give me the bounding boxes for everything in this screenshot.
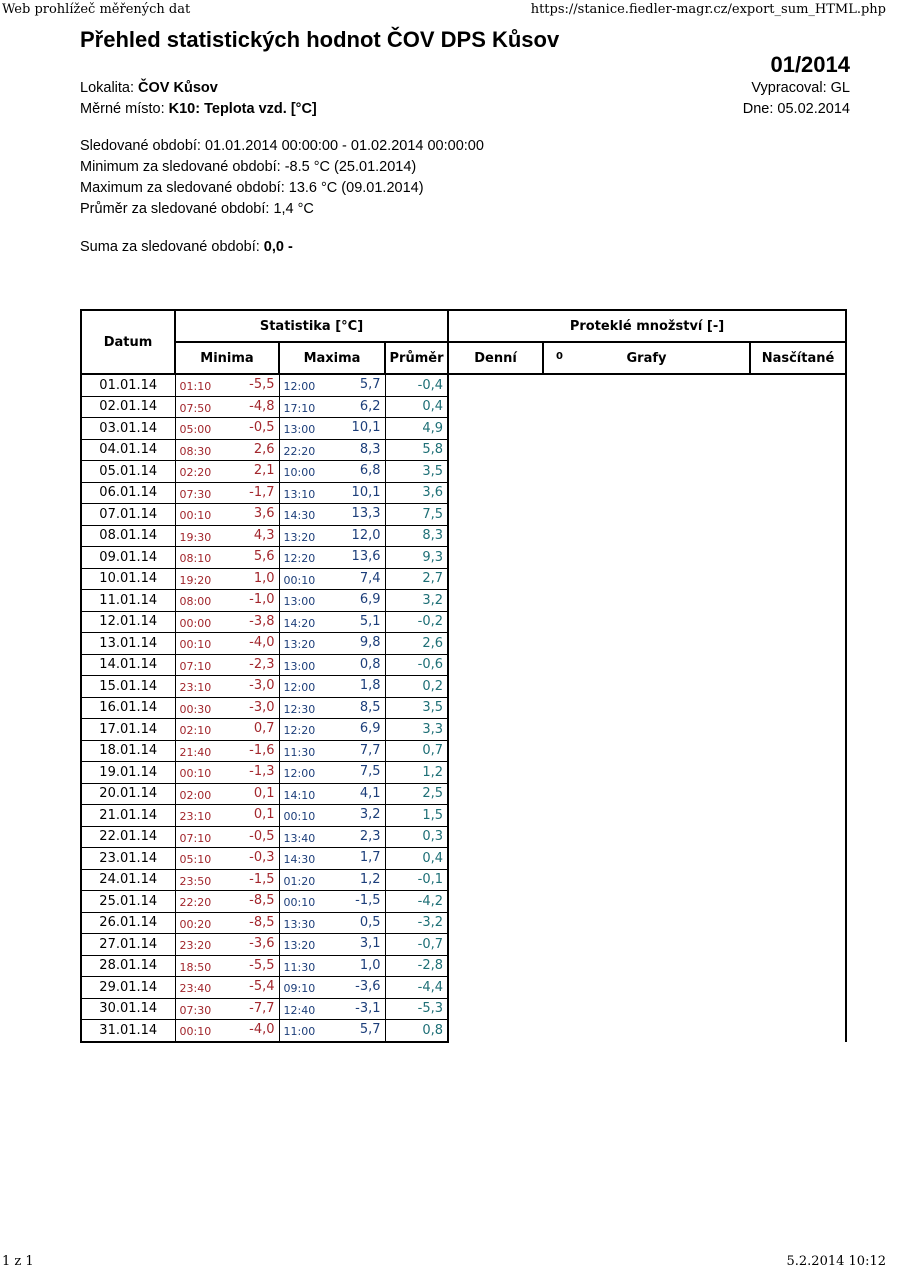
- row-minimum: [175, 762, 279, 784]
- row-min-value: -1,6: [249, 742, 275, 758]
- row-min-time: 23:20: [179, 939, 212, 953]
- row-max-time: 10:00: [283, 466, 316, 480]
- row-max-value: 10,1: [351, 420, 381, 436]
- row-min-time: 05:10: [179, 853, 212, 867]
- row-min-time: 07:50: [179, 401, 212, 415]
- row-minimum: [175, 482, 279, 504]
- row-minimum: [175, 697, 279, 719]
- header-denni: Denní: [448, 342, 543, 374]
- row-average: -2,8: [385, 955, 448, 977]
- row-min-value: 2,1: [253, 463, 275, 479]
- print-header-left: Web prohlížeč měřených dat: [2, 2, 191, 17]
- flow-empty-area: [448, 374, 750, 1042]
- header-grafy-label: Grafy: [626, 350, 667, 366]
- row-date: 29.01.14: [81, 977, 175, 999]
- period-maximum: Maximum za sledované období: 13.6 °C (09.01.2014): [80, 180, 424, 196]
- row-max-time: 09:10: [283, 982, 316, 996]
- row-minimum: [175, 783, 279, 805]
- row-max-time: 12:00: [283, 767, 316, 781]
- row-min-value: 0,1: [253, 807, 275, 823]
- row-min-time: 07:10: [179, 659, 212, 673]
- row-maximum: [279, 525, 385, 547]
- row-date: 02.01.14: [81, 396, 175, 418]
- row-min-value: 0,1: [253, 785, 275, 801]
- row-min-time: 00:20: [179, 917, 212, 931]
- row-max-value: -1,5: [355, 893, 381, 909]
- header-zero: 0: [556, 351, 563, 362]
- row-average: 0,4: [385, 848, 448, 870]
- row-average: 2,6: [385, 633, 448, 655]
- row-min-value: -1,0: [249, 592, 275, 608]
- row-date: 30.01.14: [81, 998, 175, 1020]
- row-date: 07.01.14: [81, 504, 175, 526]
- row-min-time: 23:10: [179, 681, 212, 695]
- row-min-value: -3,6: [249, 936, 275, 952]
- row-min-time: 07:30: [179, 487, 212, 501]
- row-max-time: 12:30: [283, 702, 316, 716]
- row-max-time: 14:30: [283, 509, 316, 523]
- row-min-time: 00:10: [179, 1025, 212, 1039]
- row-min-time: 19:30: [179, 530, 212, 544]
- row-minimum: [175, 374, 279, 396]
- row-max-time: 11:00: [283, 1025, 316, 1039]
- row-maximum: [279, 633, 385, 655]
- row-maximum: [279, 1020, 385, 1042]
- row-max-time: 00:10: [283, 810, 316, 824]
- row-max-value: 13,3: [351, 506, 381, 522]
- row-min-value: -0,5: [249, 828, 275, 844]
- row-min-value: -1,7: [249, 484, 275, 500]
- row-date: 31.01.14: [81, 1020, 175, 1042]
- row-max-value: 3,1: [359, 936, 381, 952]
- row-min-time: 18:50: [179, 960, 212, 974]
- row-average: 0,2: [385, 676, 448, 698]
- row-max-time: 01:20: [283, 874, 316, 888]
- row-date: 06.01.14: [81, 482, 175, 504]
- row-min-time: 21:40: [179, 745, 212, 759]
- row-max-value: 13,6: [351, 549, 381, 565]
- row-average: -5,3: [385, 998, 448, 1020]
- statistics-table: [80, 309, 847, 1043]
- row-minimum: [175, 654, 279, 676]
- period-average: Průměr za sledované období: 1,4 °C: [80, 201, 314, 217]
- row-minimum: [175, 848, 279, 870]
- row-min-value: -0,3: [249, 850, 275, 866]
- header-grafy: [543, 342, 750, 374]
- row-max-value: -3,6: [355, 979, 381, 995]
- row-min-time: 02:00: [179, 788, 212, 802]
- row-min-value: -0,5: [249, 420, 275, 436]
- row-max-time: 13:00: [283, 659, 316, 673]
- row-average: 3,2: [385, 590, 448, 612]
- row-maximum: [279, 697, 385, 719]
- row-average: 7,5: [385, 504, 448, 526]
- row-min-value: -5,5: [249, 377, 275, 393]
- row-max-value: 7,7: [359, 742, 381, 758]
- header-minima: Minima: [175, 342, 279, 374]
- row-date: 01.01.14: [81, 374, 175, 396]
- row-max-value: 4,1: [359, 785, 381, 801]
- period-minimum: Minimum za sledované období: -8.5 °C (25.01.2014): [80, 159, 417, 175]
- row-min-time: 19:20: [179, 573, 212, 587]
- row-min-value: -5,4: [249, 979, 275, 995]
- row-date: 09.01.14: [81, 547, 175, 569]
- row-date: 19.01.14: [81, 762, 175, 784]
- row-min-value: -1,5: [249, 871, 275, 887]
- row-date: 21.01.14: [81, 805, 175, 827]
- row-min-time: 08:00: [179, 595, 212, 609]
- row-min-value: -2,3: [249, 656, 275, 672]
- row-minimum: [175, 568, 279, 590]
- row-minimum: [175, 611, 279, 633]
- observed-period: Sledované období: 01.01.2014 00:00:00 - 01.02.2014 00:00:00: [80, 138, 484, 154]
- row-min-value: -1,3: [249, 764, 275, 780]
- row-date: 26.01.14: [81, 912, 175, 934]
- period-sum: [80, 239, 852, 255]
- row-min-time: 00:30: [179, 702, 212, 716]
- header-datum: Datum: [81, 310, 175, 374]
- row-date: 28.01.14: [81, 955, 175, 977]
- row-min-time: 02:10: [179, 724, 212, 738]
- row-min-value: -3,0: [249, 699, 275, 715]
- row-maximum: [279, 482, 385, 504]
- report-date: Dne: 05.02.2014: [742, 101, 850, 117]
- row-maximum: [279, 547, 385, 569]
- row-date: 12.01.14: [81, 611, 175, 633]
- row-date: 05.01.14: [81, 461, 175, 483]
- row-average: 3,3: [385, 719, 448, 741]
- row-min-time: 23:10: [179, 810, 212, 824]
- row-minimum: [175, 633, 279, 655]
- row-max-time: 14:30: [283, 853, 316, 867]
- row-minimum: [175, 912, 279, 934]
- row-maximum: [279, 891, 385, 913]
- row-min-time: 08:30: [179, 444, 212, 458]
- row-maximum: [279, 934, 385, 956]
- report-header: [80, 26, 852, 255]
- row-max-time: 13:40: [283, 831, 316, 845]
- row-min-value: 2,6: [253, 441, 275, 457]
- row-max-time: 22:20: [283, 444, 316, 458]
- row-min-value: 4,3: [253, 527, 275, 543]
- row-maximum: [279, 955, 385, 977]
- row-minimum: [175, 869, 279, 891]
- row-max-time: 13:20: [283, 530, 316, 544]
- row-min-value: -4,0: [249, 635, 275, 651]
- row-average: -0,1: [385, 869, 448, 891]
- row-min-value: 1,0: [253, 570, 275, 586]
- row-max-value: 10,1: [351, 484, 381, 500]
- row-min-time: 00:10: [179, 767, 212, 781]
- row-maximum: [279, 568, 385, 590]
- header-prumer: Průměr: [385, 342, 448, 374]
- row-maximum: [279, 826, 385, 848]
- row-average: 1,2: [385, 762, 448, 784]
- row-date: 16.01.14: [81, 697, 175, 719]
- row-minimum: [175, 676, 279, 698]
- row-min-time: 08:10: [179, 552, 212, 566]
- row-date: 22.01.14: [81, 826, 175, 848]
- place-label: Měrné místo:: [80, 101, 169, 117]
- row-average: -0,4: [385, 374, 448, 396]
- row-max-value: 7,4: [359, 570, 381, 586]
- row-max-time: 14:10: [283, 788, 316, 802]
- row-min-time: 00:10: [179, 638, 212, 652]
- processed-by: Vypracoval: GL: [751, 80, 850, 96]
- row-min-time: 23:40: [179, 982, 212, 996]
- row-min-time: 23:50: [179, 874, 212, 888]
- header-statistika: Statistika [°C]: [175, 310, 448, 342]
- row-minimum: [175, 891, 279, 913]
- row-max-time: 13:10: [283, 487, 316, 501]
- row-max-value: 9,8: [359, 635, 381, 651]
- row-max-value: 1,2: [359, 871, 381, 887]
- row-max-value: 5,1: [359, 613, 381, 629]
- row-average: 3,5: [385, 697, 448, 719]
- locality-label: Lokalita:: [80, 80, 139, 96]
- print-footer-page: 1 z 1: [2, 1254, 34, 1269]
- row-maximum: [279, 869, 385, 891]
- row-max-time: 13:20: [283, 638, 316, 652]
- row-minimum: [175, 547, 279, 569]
- flow-empty-area-right: [750, 374, 846, 1042]
- row-average: 8,3: [385, 525, 448, 547]
- row-maximum: [279, 977, 385, 999]
- row-date: 15.01.14: [81, 676, 175, 698]
- row-date: 25.01.14: [81, 891, 175, 913]
- row-date: 20.01.14: [81, 783, 175, 805]
- row-max-value: 7,5: [359, 764, 381, 780]
- row-max-time: 17:10: [283, 401, 316, 415]
- print-header-url: https://stanice.fiedler-magr.cz/export_sum_HTML.php: [530, 2, 886, 17]
- row-date: 17.01.14: [81, 719, 175, 741]
- row-max-value: 5,7: [359, 377, 381, 393]
- row-date: 13.01.14: [81, 633, 175, 655]
- row-min-value: -4,8: [249, 398, 275, 414]
- row-average: -4,2: [385, 891, 448, 913]
- row-maximum: [279, 504, 385, 526]
- row-average: 0,3: [385, 826, 448, 848]
- row-minimum: [175, 934, 279, 956]
- header-maxima: Maxima: [279, 342, 385, 374]
- row-average: 9,3: [385, 547, 448, 569]
- row-max-time: 12:20: [283, 552, 316, 566]
- row-min-time: 07:10: [179, 831, 212, 845]
- row-maximum: [279, 998, 385, 1020]
- row-max-value: 0,5: [359, 914, 381, 930]
- row-date: 14.01.14: [81, 654, 175, 676]
- row-min-value: -4,0: [249, 1022, 275, 1038]
- row-date: 10.01.14: [81, 568, 175, 590]
- print-footer-timestamp: 5.2.2014 10:12: [786, 1254, 886, 1269]
- row-maximum: [279, 783, 385, 805]
- row-average: 5,8: [385, 439, 448, 461]
- report-title: Přehled statistických hodnot ČOV DPS Kůsov: [80, 27, 560, 52]
- row-average: 3,5: [385, 461, 448, 483]
- row-max-time: 12:40: [283, 1003, 316, 1017]
- row-min-time: 00:10: [179, 509, 212, 523]
- row-min-value: 3,6: [253, 506, 275, 522]
- sum-label: Suma za sledované období:: [80, 239, 264, 255]
- row-max-time: 00:10: [283, 573, 316, 587]
- row-average: 0,8: [385, 1020, 448, 1042]
- row-average: -0,7: [385, 934, 448, 956]
- row-max-time: 00:10: [283, 896, 316, 910]
- row-min-value: -7,7: [249, 1000, 275, 1016]
- row-minimum: [175, 504, 279, 526]
- row-max-time: 14:20: [283, 616, 316, 630]
- row-date: 18.01.14: [81, 740, 175, 762]
- row-max-value: -3,1: [355, 1000, 381, 1016]
- row-average: 0,4: [385, 396, 448, 418]
- row-date: 24.01.14: [81, 869, 175, 891]
- row-minimum: [175, 740, 279, 762]
- row-date: 11.01.14: [81, 590, 175, 612]
- row-maximum: [279, 396, 385, 418]
- row-min-time: 01:10: [179, 380, 212, 394]
- row-date: 23.01.14: [81, 848, 175, 870]
- row-max-value: 6,8: [359, 463, 381, 479]
- row-minimum: [175, 461, 279, 483]
- row-max-time: 13:30: [283, 917, 316, 931]
- row-max-value: 8,5: [359, 699, 381, 715]
- row-maximum: [279, 418, 385, 440]
- row-max-time: 13:20: [283, 939, 316, 953]
- row-date: 03.01.14: [81, 418, 175, 440]
- row-max-time: 12:20: [283, 724, 316, 738]
- row-minimum: [175, 396, 279, 418]
- row-max-time: 12:00: [283, 380, 316, 394]
- row-min-time: 05:00: [179, 423, 212, 437]
- report-meta: [80, 78, 852, 122]
- locality-value: ČOV Kůsov: [138, 80, 218, 96]
- row-maximum: [279, 590, 385, 612]
- row-maximum: [279, 611, 385, 633]
- row-minimum: [175, 525, 279, 547]
- row-max-value: 1,8: [359, 678, 381, 694]
- row-minimum: [175, 418, 279, 440]
- row-min-time: 00:00: [179, 616, 212, 630]
- row-maximum: [279, 654, 385, 676]
- row-max-time: 13:00: [283, 423, 316, 437]
- place-value: K10: Teplota vzd. [°C]: [168, 101, 317, 117]
- row-minimum: [175, 805, 279, 827]
- row-minimum: [175, 590, 279, 612]
- row-max-value: 2,3: [359, 828, 381, 844]
- row-min-time: 07:30: [179, 1003, 212, 1017]
- row-min-value: -3,0: [249, 678, 275, 694]
- table-row: [81, 374, 846, 396]
- row-max-value: 1,7: [359, 850, 381, 866]
- row-average: 0,7: [385, 740, 448, 762]
- row-max-value: 8,3: [359, 441, 381, 457]
- header-protekle: Proteklé množství [-]: [448, 310, 846, 342]
- report-period: 01/2014: [770, 52, 850, 77]
- row-maximum: [279, 374, 385, 396]
- row-max-value: 6,9: [359, 721, 381, 737]
- row-average: -0,2: [385, 611, 448, 633]
- row-average: -0,6: [385, 654, 448, 676]
- row-min-time: 22:20: [179, 896, 212, 910]
- row-maximum: [279, 912, 385, 934]
- row-max-time: 11:30: [283, 745, 316, 759]
- row-average: 1,5: [385, 805, 448, 827]
- row-max-value: 3,2: [359, 807, 381, 823]
- row-minimum: [175, 439, 279, 461]
- row-min-value: 5,6: [253, 549, 275, 565]
- row-min-value: -8,5: [249, 914, 275, 930]
- row-average: 4,9: [385, 418, 448, 440]
- row-max-value: 0,8: [359, 656, 381, 672]
- row-maximum: [279, 848, 385, 870]
- row-minimum: [175, 977, 279, 999]
- row-average: 2,5: [385, 783, 448, 805]
- row-max-value: 5,7: [359, 1022, 381, 1038]
- header-nascitane: Nasčítané: [750, 342, 846, 374]
- row-min-value: -5,5: [249, 957, 275, 973]
- row-date: 27.01.14: [81, 934, 175, 956]
- row-average: 2,7: [385, 568, 448, 590]
- row-max-time: 11:30: [283, 960, 316, 974]
- row-max-time: 12:00: [283, 681, 316, 695]
- row-maximum: [279, 676, 385, 698]
- row-maximum: [279, 762, 385, 784]
- row-min-time: 02:20: [179, 466, 212, 480]
- row-max-value: 1,0: [359, 957, 381, 973]
- row-minimum: [175, 1020, 279, 1042]
- row-date: 08.01.14: [81, 525, 175, 547]
- row-maximum: [279, 461, 385, 483]
- sum-value: 0,0 -: [263, 239, 293, 255]
- row-minimum: [175, 719, 279, 741]
- period-summary: [80, 136, 852, 220]
- row-max-value: 6,9: [359, 592, 381, 608]
- table-body: [81, 374, 846, 1042]
- row-maximum: [279, 740, 385, 762]
- row-maximum: [279, 719, 385, 741]
- row-average: 3,6: [385, 482, 448, 504]
- row-max-value: 12,0: [351, 527, 381, 543]
- row-average: -3,2: [385, 912, 448, 934]
- row-minimum: [175, 998, 279, 1020]
- row-minimum: [175, 826, 279, 848]
- row-minimum: [175, 955, 279, 977]
- row-max-time: 13:00: [283, 595, 316, 609]
- row-average: -4,4: [385, 977, 448, 999]
- row-date: 04.01.14: [81, 439, 175, 461]
- row-min-value: 0,7: [253, 721, 275, 737]
- row-min-value: -8,5: [249, 893, 275, 909]
- row-maximum: [279, 805, 385, 827]
- row-min-value: -3,8: [249, 613, 275, 629]
- row-max-value: 6,2: [359, 398, 381, 414]
- row-maximum: [279, 439, 385, 461]
